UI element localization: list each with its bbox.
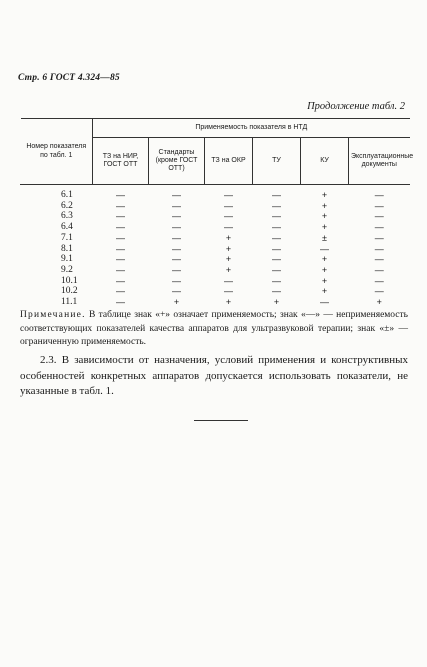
row-number-header: Номер показателя по табл. 1	[21, 119, 93, 185]
applicability-mark: —	[272, 275, 281, 286]
applicability-mark: +	[225, 297, 232, 308]
applicability-mark: —	[224, 286, 233, 297]
row-number: 11.1	[61, 297, 78, 308]
applicability-mark: —	[116, 222, 125, 233]
row-number: 9.1	[61, 254, 73, 265]
group-header: Применяемость показателя в НТД	[93, 119, 410, 138]
end-rule	[194, 420, 248, 421]
table-row	[21, 201, 410, 212]
applicability-mark: —	[116, 243, 125, 254]
applicability-mark: —	[116, 254, 125, 265]
row-number: 6.2	[61, 200, 73, 211]
applicability-mark: +	[321, 286, 328, 297]
applicability-mark: —	[116, 297, 125, 308]
applicability-mark: ±	[322, 232, 327, 243]
applicability-mark: —	[224, 275, 233, 286]
applicability-mark: —	[224, 211, 233, 222]
applicability-mark: +	[321, 275, 328, 286]
applicability-mark: —	[320, 297, 329, 308]
applicability-mark: +	[225, 243, 232, 254]
applicability-mark: —	[116, 200, 125, 211]
applicability-mark: —	[116, 275, 125, 286]
applicability-mark: —	[272, 211, 281, 222]
applicability-mark: —	[374, 190, 384, 200]
applicability-mark: —	[272, 243, 281, 254]
applicability-mark: —	[116, 264, 125, 275]
column-header: ТУ	[253, 138, 301, 185]
row-number: 6.4	[61, 222, 73, 233]
applicability-mark: —	[172, 200, 181, 211]
applicability-mark: +	[376, 297, 382, 308]
applicability-mark: —	[374, 200, 384, 211]
applicability-mark: —	[374, 275, 384, 286]
applicability-mark: —	[272, 254, 281, 265]
applicability-mark: —	[272, 222, 281, 233]
applicability-mark: —	[172, 190, 181, 200]
applicability-mark: —	[224, 190, 233, 200]
applicability-mark: —	[374, 286, 384, 297]
column-header: КУ	[301, 138, 349, 185]
applicability-mark: +	[173, 297, 180, 308]
row-number: 8.1	[61, 243, 73, 254]
table-note	[20, 309, 408, 350]
applicability-mark: +	[321, 264, 328, 275]
section-paragraph: 2.3. В зависимости от назначения, условий применения и конструктивных особенностей конкретных аппаратов допускается использовать показатели, не указанные в табл. 1.	[20, 354, 408, 397]
row-number: 9.2	[61, 264, 73, 275]
applicability-mark: —	[172, 254, 181, 265]
table-row	[21, 254, 410, 265]
applicability-mark: +	[225, 254, 232, 265]
note-label: Примечание.	[20, 310, 86, 320]
applicability-mark: —	[374, 243, 384, 254]
row-number: 10.1	[61, 275, 78, 286]
applicability-mark: —	[172, 211, 181, 222]
row-number: 7.1	[61, 232, 73, 243]
applicability-mark: +	[321, 254, 328, 265]
column-header: ТЗ на ОКР	[205, 138, 253, 185]
table-row	[21, 297, 410, 308]
table-row	[21, 222, 410, 233]
applicability-mark: —	[172, 243, 181, 254]
row-number: 10.2	[61, 286, 78, 297]
table-row	[21, 233, 410, 244]
table-body	[21, 185, 410, 308]
applicability-mark: —	[116, 232, 125, 243]
applicability-mark: +	[225, 264, 232, 275]
applicability-mark: —	[116, 190, 125, 200]
applicability-mark: +	[225, 232, 232, 243]
table-row	[21, 265, 410, 276]
applicability-mark: —	[172, 286, 181, 297]
applicability-mark: +	[321, 200, 328, 211]
applicability-mark: —	[172, 275, 181, 286]
row-number: 6.3	[61, 211, 73, 222]
applicability-mark: +	[321, 222, 328, 233]
column-header: Стандарты (кроме ГОСТ ОТТ)	[149, 138, 205, 185]
column-header: Эксплуатационные документы	[349, 138, 410, 185]
applicability-mark: —	[272, 200, 281, 211]
applicability-mark: —	[320, 243, 329, 254]
applicability-mark: —	[374, 222, 384, 233]
table-row	[21, 211, 410, 222]
table-row	[21, 244, 410, 255]
applicability-mark: +	[321, 190, 328, 200]
applicability-mark: —	[374, 254, 384, 265]
applicability-mark: —	[374, 211, 384, 222]
applicability-mark: —	[224, 222, 233, 233]
applicability-mark: +	[273, 297, 280, 308]
applicability-mark: —	[272, 190, 281, 200]
applicability-mark: —	[272, 264, 281, 275]
column-header: ТЗ на НИР, ГОСТ ОТТ	[93, 138, 149, 185]
applicability-mark: —	[116, 286, 125, 297]
applicability-mark: —	[172, 232, 181, 243]
table-row	[21, 276, 410, 287]
page-header: Стр. 6 ГОСТ 4.324—85	[18, 73, 120, 83]
applicability-table	[20, 118, 414, 308]
applicability-mark: —	[272, 286, 281, 297]
table-row	[21, 190, 410, 201]
applicability-mark: —	[374, 264, 384, 275]
applicability-mark: —	[172, 222, 181, 233]
table-row	[21, 286, 410, 297]
applicability-mark: —	[116, 211, 125, 222]
table-continuation-caption: Продолжение табл. 2	[307, 101, 405, 112]
note-text: В таблице знак «+» означает применяемость; знак «—» — неприменяемость соответствующих показателей качества аппаратов для ультразвуковой терапии; знак «±» — ограниченную применяемость.	[20, 310, 408, 347]
applicability-mark: —	[272, 232, 281, 243]
applicability-mark: +	[321, 211, 328, 222]
applicability-mark: —	[374, 232, 384, 243]
applicability-mark: —	[172, 264, 181, 275]
applicability-mark: —	[224, 200, 233, 211]
row-number: 6.1	[61, 190, 73, 200]
